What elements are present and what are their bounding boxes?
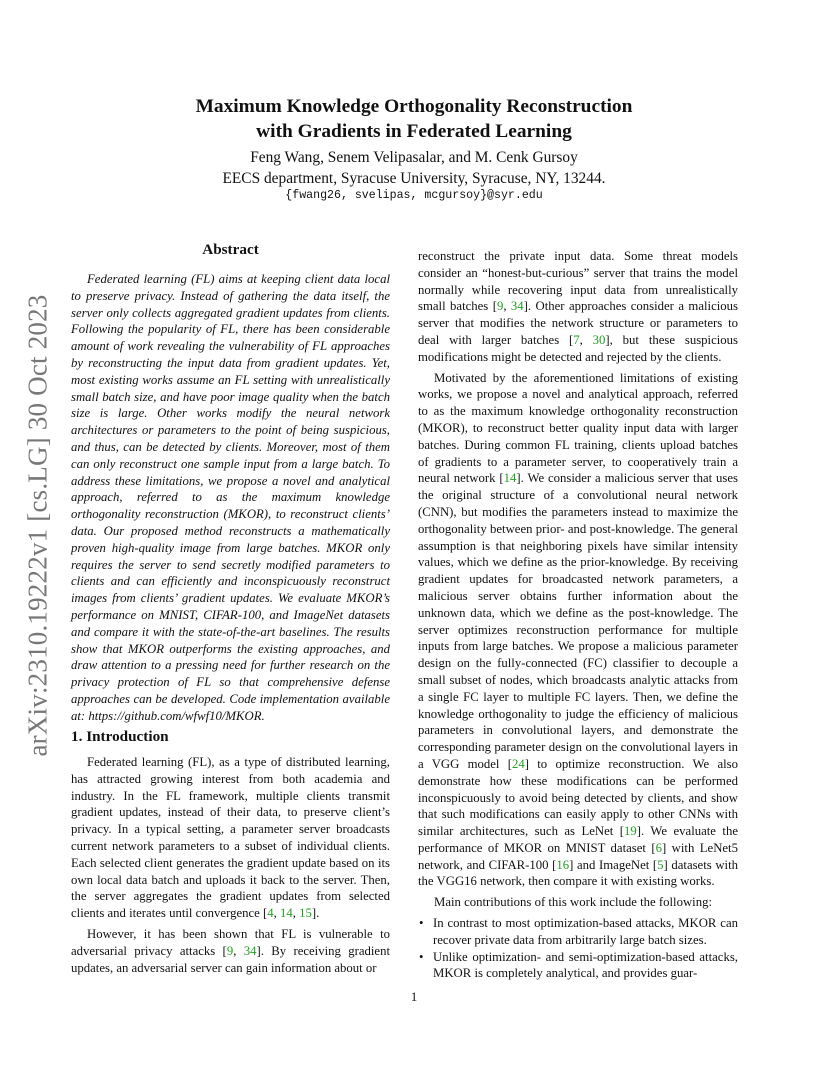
citation-link[interactable]: 34 xyxy=(510,299,524,314)
citation-link[interactable]: 24 xyxy=(512,756,525,771)
right-paragraph-2: Motivated by the aforementioned limitations of existing works, we propose a novel and analytical approach, referred to as the maximum knowledge orthogonality reconstruction (MKOR), to reconstruct better quality input data with larger batches. During common FL training, clients upload batches of gradients to a parameter server, to cooperatively train a neural network [14]. We consider a malicious server that uses the original structure of a convolutional neural network (CNN), but modifies the parameters instead to maximize the orthogonality between prior- and post-knowledge. The general assumption is that neighboring pixels have similar intensity values, which we define as the prior-knowledge. By receiving gradient updates for broadcasted network parameters, a malicious server obtains further information about the unknown data, which we define as the post-knowledge. The server optimizes reconstruction performance for multiple inputs from large batches. We propose a malicious parameter design on the fully-connected (FC) classifier to decouple a small subset of nodes, which broadcasts analytic attacks from a single FC layer to multiple FC layers. Then, we define the knowledge orthogonality to judge the efficiency of malicious parameters in convolutional layers, and demonstrate the corresponding parameter design on the convolutional layers in a VGG model [24] to optimize reconstruction. We also demonstrate how these modifications can be performed inconspicuously to avoid being detected by clients, and show that such modifications can easily apply to other CNNs with similar architectures, such as LeNet [19]. We evaluate the performance of MKOR on MNIST dataset [6] with LeNet5 network, and CIFAR-100 [16] and ImageNet [5] datasets with the VGG16 network, then compare it with existing works. xyxy=(418,370,738,889)
citation-link[interactable]: 19 xyxy=(624,824,637,839)
arxiv-identifier: arXiv:2310.19222v1 [cs.LG] 30 Oct 2023 xyxy=(22,293,53,757)
contributions-intro: Main contributions of this work include the following: xyxy=(434,895,712,910)
citation-link[interactable]: 34 xyxy=(243,943,257,958)
citation-link[interactable]: 6 xyxy=(655,840,662,855)
citation-link[interactable]: 30 xyxy=(592,332,606,347)
author-block xyxy=(0,147,828,189)
contributions-list xyxy=(418,915,738,982)
introduction-heading: 1. Introduction xyxy=(71,728,169,745)
abstract-text: Federated learning (FL) aims at keeping client data local to preserve privacy. Instead of gathering the data itself, the server only collects aggregated gradient updates from clients. Following the popularity of FL, there has been considerable amount of work revealing the vulnerability of FL approaches by reconstructing the input data from gradient updates. Yet, most existing works assume an FL setting with unrealistically small batch size, and have poor image quality when the batch size is large. Other works modify the neural network architectures or parameters to the point of being suspicious, and thus, can be detected by clients. Moreover, most of them can only reconstruct one sample input from a large batch. To address these limitations, we propose a novel and analytical approach, referred to as the maximum knowledge orthogonality reconstruction (MKOR), to reconstruct clients’ data. Our proposed method reconstructs a mathematically proven high-quality image from large batches. MKOR only requires the server to send secretly modified parameters to clients and can efficiently and inconspicuously reconstruct images from clients’ gradient updates. We evaluate MKOR’s performance on MNIST, CIFAR-100, and ImageNet datasets and compare it with the state-of-the-art baselines. The results show that MKOR outperforms the existing approaches, and draw attention to a pressing need for further research on the privacy protection of FL so that comprehensive defense approaches can be developed. Code implementation available at: https://github.com/wfwf10/MKOR. xyxy=(71,272,390,723)
author-emails: {fwang26, svelipas, mcgursoy}@syr.edu xyxy=(285,189,543,202)
contribution-item: • Unlike optimization- and semi-optimization-based attacks, MKOR is completely analytical, and provides guar- xyxy=(418,949,738,983)
abstract-section xyxy=(71,271,390,725)
citation-link[interactable]: 9 xyxy=(226,943,234,958)
citation-link[interactable]: 5 xyxy=(657,857,664,872)
title-line-2: with Gradients in Federated Learning xyxy=(256,121,572,142)
paper-title xyxy=(0,94,828,144)
author-names: Feng Wang, Senem Velipasalar, and M. Cenk Gursoy xyxy=(250,149,578,166)
citation-link[interactable]: 14 xyxy=(503,471,517,486)
citation-link[interactable]: 16 xyxy=(556,857,570,872)
right-paragraph-1: reconstruct the private input data. Some threat models consider an “honest-but-curious” server that trains the model normally while recovering input data from unrealistically small batches [9, 34]. Other approaches consider a malicious server that modifies the network structure or parameters to deal with larger batches [7, 30], but these suspicious modifications might be detected and rejected by the clients. xyxy=(418,249,738,364)
abstract-heading: Abstract xyxy=(202,241,259,258)
introduction-section xyxy=(71,754,390,976)
contribution-item: • In contrast to most optimization-based attacks, MKOR can recover private data from arbitrarily large batch sizes. xyxy=(418,915,738,949)
title-line-1: Maximum Knowledge Orthogonality Reconstruction xyxy=(195,96,633,117)
arxiv-sidebar xyxy=(14,285,62,765)
page-number: 1 xyxy=(410,990,418,1004)
author-affiliation: EECS department, Syracuse University, Syracuse, NY, 13244. xyxy=(222,170,606,187)
citation-link[interactable]: 9 xyxy=(496,299,504,314)
right-column xyxy=(418,248,738,982)
citation-link[interactable]: 14 xyxy=(280,906,293,921)
intro-paragraph-2: However, it has been shown that FL is vulnerable to adversarial privacy attacks [9, 34]. By receiving gradient updates, an adversarial server can gain information about or xyxy=(71,926,390,975)
citation-link[interactable]: 15 xyxy=(299,906,312,921)
intro-paragraph-1: Federated learning (FL), as a type of distributed learning, has attracted growing interest from both academia and industry. In the FL framework, multiple clients transmit gradient updates, instead of their data, to preserve client’s privacy. In a typical setting, a parameter server broadcasts current network parameters to a subset of individual clients. Each selected client generates the gradient update based on its own local data batch and uploads it back to the server. Then, the server aggregates the gradient updates from selected clients and iterates until convergence [4, 14, 15]. xyxy=(71,755,390,921)
citation-link[interactable]: 4 xyxy=(267,906,274,921)
citation-link[interactable]: 7 xyxy=(573,332,580,347)
